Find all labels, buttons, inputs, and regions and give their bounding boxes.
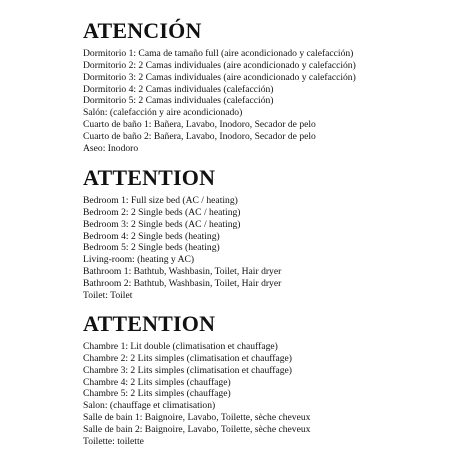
spanish-section: [83, 18, 443, 155]
list-item: Chambre 3: 2 Lits simples (climatisation et chauffage): [83, 364, 292, 376]
list-item: Dormitorio 4: 2 Camas individuales (calefacción): [83, 83, 274, 95]
list-item: Toilet: Toilet: [83, 289, 133, 301]
list-item: Bedroom 3: 2 Single beds (AC / heating): [83, 218, 241, 230]
list-item: Bathroom 1: Bathtub, Washbasin, Toilet, Hair dryer: [83, 266, 282, 278]
list-item: Dormitorio 5: 2 Camas individuales (calefacción): [83, 95, 274, 107]
list-item: Salón: (calefacción y aire acondicionado): [83, 107, 243, 119]
english-section: [83, 165, 443, 302]
list-item: Bedroom 5: 2 Single beds (heating): [83, 242, 220, 254]
french-heading: ATTENTION: [83, 311, 216, 336]
list-item: Bedroom 4: 2 Single beds (heating): [83, 230, 220, 242]
list-item: Living-room: (heating y AC): [83, 254, 195, 266]
french-section: [83, 311, 443, 448]
list-item: Dormitorio 1: Cama de tamaño full (aire acondicionado y calefacción): [83, 48, 354, 59]
list-item: Chambre 4: 2 Lits simples (chauffage): [83, 376, 231, 388]
list-item: Chambre 1: Lit double (climatisation et chauffage): [83, 341, 278, 352]
list-item: Salle de bain 1: Baignoire, Lavabo, Toilette, sèche cheveux: [83, 412, 311, 424]
list-item: Chambre 5: 2 Lits simples (chauffage): [83, 388, 231, 400]
english-heading: ATTENTION: [83, 165, 216, 190]
list-item: Toilette: toilette: [83, 435, 144, 447]
english-room-list: [83, 195, 443, 302]
spanish-room-list: [83, 48, 443, 155]
list-item: Dormitorio 2: 2 Camas individuales (aire acondicionado y calefacción): [83, 59, 356, 71]
french-room-list: [83, 341, 443, 448]
list-item: Bathroom 2: Bathtub, Washbasin, Toilet, Hair dryer: [83, 277, 282, 289]
list-item: Salle de bain 2: Baignoire, Lavabo, Toilette, sèche cheveux: [83, 423, 311, 435]
list-item: Cuarto de baño 1: Bañera, Lavabo, Inodoro, Secador de pelo: [83, 119, 316, 131]
list-item: Cuarto de baño 2: Bañera, Lavabo, Inodoro, Secador de pelo: [83, 130, 316, 142]
list-item: Dormitorio 3: 2 Camas individuales (aire acondicionado y calefacción): [83, 71, 356, 83]
spanish-heading: ATENCIÓN: [83, 18, 202, 43]
list-item: Chambre 2: 2 Lits simples (climatisation et chauffage): [83, 352, 292, 364]
list-item: Aseo: Inodoro: [83, 142, 139, 154]
list-item: Bedroom 2: 2 Single beds (AC / heating): [83, 206, 241, 218]
list-item: Bedroom 1: Full size bed (AC / heating): [83, 195, 238, 206]
list-item: Salon: (chauffage et climatisation): [83, 400, 216, 412]
